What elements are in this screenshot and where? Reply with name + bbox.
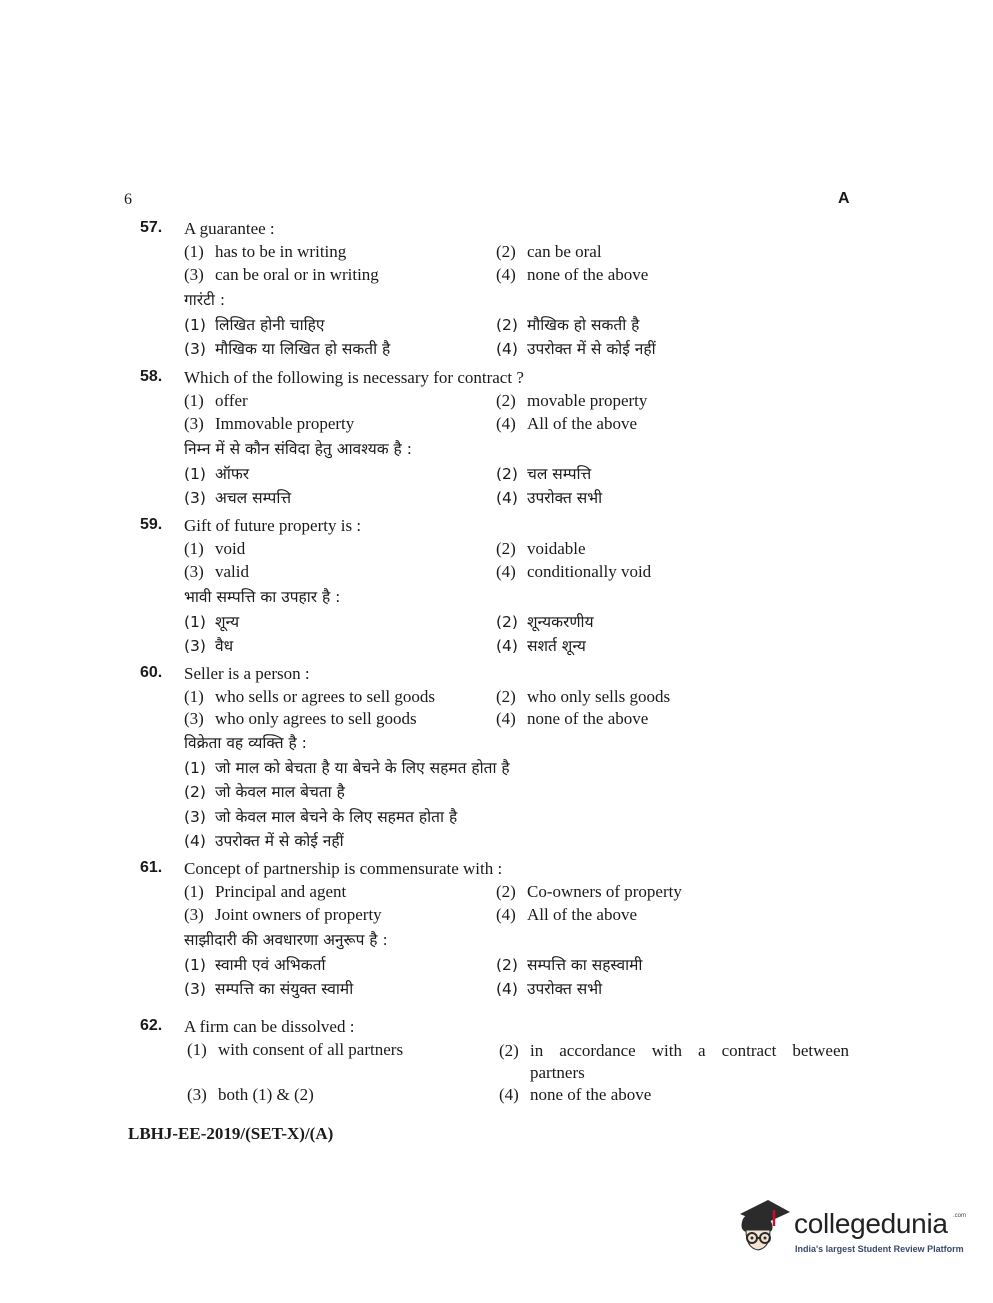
option-2: (2) can be oral: [496, 242, 602, 261]
option-1: (1) offer: [184, 391, 248, 410]
question-text-hindi: निम्न में से कौन संविदा हेतु आवश्यक है :: [184, 440, 412, 458]
option-4: (4) All of the above: [496, 905, 637, 924]
option-3-hindi: (3) मौखिक या लिखित हो सकती है: [184, 340, 391, 358]
option-1-hindi: (1) ऑफर: [184, 464, 250, 483]
option-2: (2) Co-owners of property: [496, 882, 682, 901]
page-number: 6: [124, 191, 132, 208]
option-4: (4) All of the above: [496, 414, 637, 433]
question-text: Which of the following is necessary for contract ?: [184, 368, 524, 387]
option-3-hindi: (3) सम्पत्ति का संयुक्त स्वामी: [184, 980, 354, 998]
option-2-hindi: (2) शून्यकरणीय: [496, 612, 594, 631]
option-3: (3) valid: [184, 562, 249, 581]
collegedunia-logo: [734, 1196, 967, 1260]
question-60: [140, 664, 860, 854]
question-number: 60.: [140, 664, 163, 681]
option-2-hindi: (2) जो केवल माल बेचता है: [184, 783, 345, 801]
question-number: 61.: [140, 859, 163, 876]
option-1: (1) Principal and agent: [184, 882, 347, 901]
option-3: (3) Joint owners of property: [184, 905, 382, 924]
option-1: (1) with consent of all partners: [187, 1040, 404, 1059]
option-3-hindi: (3) वैध: [184, 637, 234, 655]
question-text-hindi: साझीदारी की अवधारणा अनुरूप है :: [184, 931, 388, 949]
option-1-hindi: (1) स्वामी एवं अभिकर्ता: [184, 955, 326, 974]
paper-code: LBHJ-EE-2019/(SET-X)/(A): [128, 1124, 334, 1143]
option-2-hindi: (2) चल सम्पत्ति: [496, 464, 592, 483]
option-1: (1) has to be in writing: [184, 242, 347, 261]
option-3: (3) Immovable property: [184, 414, 355, 433]
option-2: (2) movable property: [496, 391, 648, 410]
question-text-hindi: गारंटी :: [184, 291, 226, 309]
option-4-hindi: (4) उपरोक्त में से कोई नहीं: [184, 832, 344, 850]
option-1-hindi: (1) जो माल को बेचता है या बेचने के लिए सहमत होता है: [184, 758, 510, 777]
logo-wordmark: collegedunia: [794, 1208, 948, 1239]
question-text: Gift of future property is :: [184, 516, 362, 535]
option-4-hindi: (4) उपरोक्त सभी: [496, 489, 603, 507]
option-2: (2) who only sells goods: [496, 687, 671, 706]
question-number: 57.: [140, 219, 163, 236]
logo-tagline: India's largest Student Review Platform: [795, 1244, 964, 1254]
option-4-hindi: (4) सशर्त शून्य: [496, 637, 586, 655]
option-3: (3) can be oral or in writing: [184, 265, 379, 284]
question-text-hindi: विक्रेता वह व्यक्ति है :: [184, 734, 307, 752]
option-1-hindi: (1) लिखित होनी चाहिए: [184, 315, 325, 334]
option-4: (4) none of the above: [499, 1085, 652, 1104]
option-4: (4) none of the above: [496, 265, 649, 284]
question-number: 58.: [140, 368, 163, 385]
question-62: [140, 1017, 860, 1108]
student-mascot-icon: [734, 1196, 792, 1256]
option-4-hindi: (4) उपरोक्त में से कोई नहीं: [496, 340, 656, 358]
option-3-hindi: (3) अचल सम्पत्ति: [184, 489, 292, 507]
option-2-hindi: (2) सम्पत्ति का सहस्वामी: [496, 955, 643, 974]
option-3: (3) both (1) & (2): [187, 1085, 314, 1104]
option-4: (4) none of the above: [496, 709, 649, 728]
question-text: Concept of partnership is commensurate with :: [184, 859, 503, 878]
question-59: [140, 516, 860, 659]
question-text: A guarantee :: [184, 219, 275, 238]
option-4-hindi: (4) उपरोक्त सभी: [496, 980, 603, 998]
option-1: (1) void: [184, 539, 246, 558]
question-text-hindi: भावी सम्पत्ति का उपहार है :: [184, 588, 341, 606]
set-letter: A: [838, 190, 850, 207]
question-61: [140, 859, 860, 1002]
question-text: A firm can be dissolved :: [184, 1017, 355, 1036]
option-2: (2) in accordance with a contract between partners: [499, 1041, 849, 1082]
option-1-hindi: (1) शून्य: [184, 612, 240, 631]
question-57: [140, 219, 860, 362]
option-2: (2) voidable: [496, 539, 586, 558]
option-1: (1) who sells or agrees to sell goods: [184, 687, 436, 706]
question-number: 59.: [140, 516, 163, 533]
logo-suffix: .com: [953, 1213, 967, 1219]
question-58: [140, 368, 860, 511]
option-3: (3) who only agrees to sell goods: [184, 709, 417, 728]
question-number: 62.: [140, 1017, 163, 1034]
option-4: (4) conditionally void: [496, 562, 652, 581]
option-3-hindi: (3) जो केवल माल बेचने के लिए सहमत होता है: [184, 807, 458, 826]
option-2-hindi: (2) मौखिक हो सकती है: [496, 315, 640, 334]
question-text: Seller is a person :: [184, 664, 310, 683]
